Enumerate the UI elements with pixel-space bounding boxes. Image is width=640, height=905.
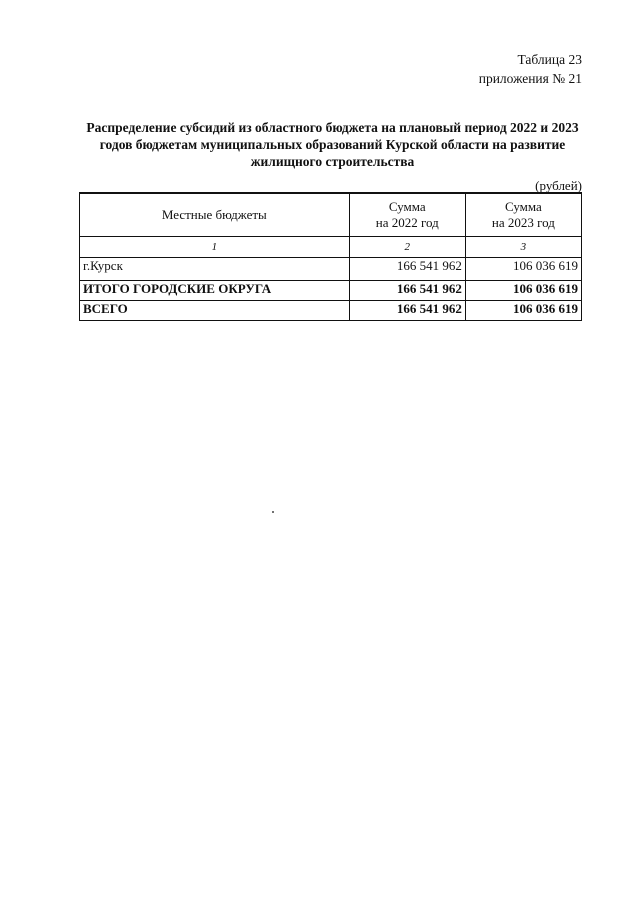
row-sum-2022: 166 541 962: [349, 258, 465, 281]
document-title: [80, 119, 585, 170]
row-name: ИТОГО ГОРОДСКИЕ ОКРУГА: [80, 281, 350, 301]
title-line-3: жилищного строительства: [250, 154, 415, 169]
appendix-reference: приложения № 21: [478, 71, 582, 86]
table-number: Таблица 23: [517, 52, 582, 67]
header-sum-2022-line1: Сумма: [388, 199, 426, 214]
header-sum-2022: [349, 193, 465, 237]
row-name: г.Курск: [80, 258, 350, 281]
row-name: ВСЕГО: [80, 301, 350, 321]
column-number-1: 1: [80, 237, 350, 258]
row-sum-2022: 166 541 962: [349, 301, 465, 321]
subsidy-table: [79, 192, 582, 321]
title-line-2: годов бюджетам муниципальных образований Курской области на развитие: [99, 137, 566, 152]
row-sum-2022: 166 541 962: [349, 281, 465, 301]
column-number-row: [80, 237, 582, 258]
unit-label: (рублей): [535, 178, 582, 193]
document-header: [479, 50, 582, 88]
table-row-grand-total: [80, 301, 582, 321]
stray-mark: [272, 511, 274, 513]
table-row-total-city-districts: [80, 281, 582, 301]
header-sum-2022-line2: на 2022 год: [375, 215, 439, 230]
table-header-row: [80, 193, 582, 237]
header-local-budgets: Местные бюджеты: [80, 193, 350, 237]
row-sum-2023: 106 036 619: [465, 258, 581, 281]
table-row-kursk: [80, 258, 582, 281]
title-line-1: Распределение субсидий из областного бюджета на плановый период 2022 и 2023: [86, 120, 579, 135]
row-sum-2023: 106 036 619: [465, 281, 581, 301]
column-number-3: 3: [465, 237, 581, 258]
header-sum-2023-line1: Сумма: [505, 199, 542, 214]
header-sum-2023: [465, 193, 581, 237]
column-number-2: 2: [349, 237, 465, 258]
row-sum-2023: 106 036 619: [465, 301, 581, 321]
header-sum-2023-line2: на 2023 год: [491, 215, 555, 230]
